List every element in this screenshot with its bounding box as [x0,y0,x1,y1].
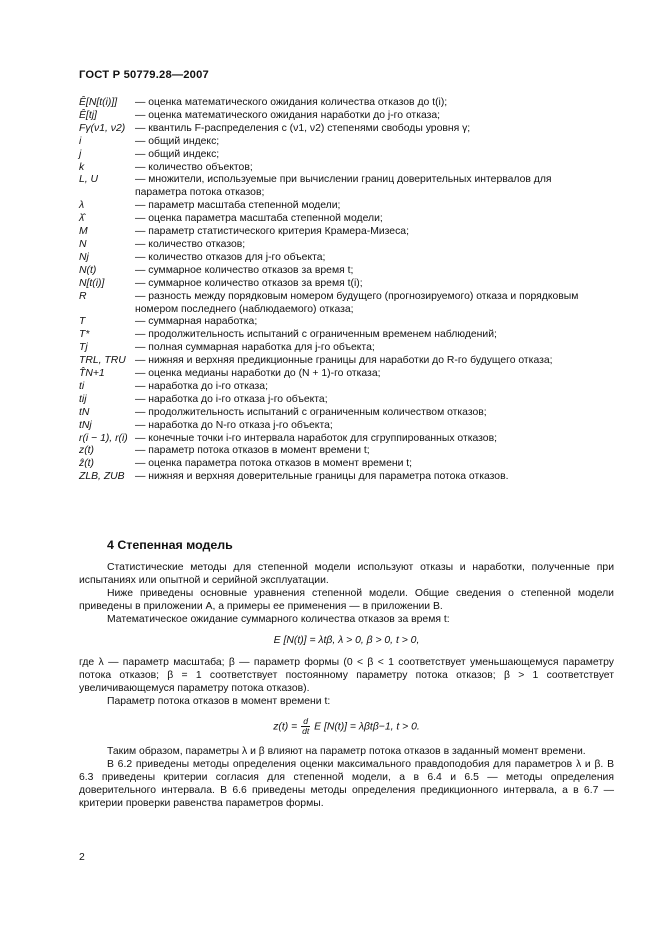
definition-row [79,97,579,110]
definition-row [79,239,579,252]
symbol: N [79,238,87,250]
symbol-description: — нижняя и верхняя предикционные границы для наработки до R-го будущего отказа; [135,355,553,367]
definition-row [79,471,579,484]
definition-row [79,252,579,265]
symbol-description: — разность между порядковым номером будущего (прогнозируемого) отказа и порядковым номером последнего (наблюдаемого) отказа; [135,290,579,315]
symbol: k [79,161,85,173]
symbol: Fγ(ν1, ν2) [79,122,126,134]
symbol: ti [79,380,85,392]
symbol: Ê[tj] [79,109,97,121]
definition-row [79,368,579,381]
definition-row [79,355,579,368]
paragraph: Ниже приведены основные уравнения степенной модели. Общие сведения о степенной модели приведены в приложении А, а примеры ее применения — в приложении В. [79,587,614,612]
symbol-description: — количество объектов; [135,161,253,173]
symbols-list [79,97,579,484]
symbol-description: — наработка до i-го отказа j-го объекта; [135,393,328,405]
definition-row [79,407,579,420]
definition-row [79,213,579,226]
symbol: tN [79,406,90,418]
definition-row [79,433,579,446]
symbol-description: — наработка до i-го отказа; [135,380,268,392]
definition-row [79,458,579,471]
symbol-description: — количество отказов; [135,238,246,250]
symbol-description: — квантиль F-распределения с (ν1, ν2) степенями свободы уровня γ; [135,122,471,134]
fraction-numerator: d [301,717,310,727]
symbol: T* [79,329,90,341]
symbol: Ê[N[t(i)]] [79,97,118,108]
definition-row [79,200,579,213]
paragraph: Параметр потока отказов в момент времени t: [107,696,331,708]
section-body [79,562,614,811]
symbol: z(t) [79,445,95,457]
fraction-denominator: dt [302,726,310,737]
paragraph: Таким образом, параметры λ и β влияют на параметр потока отказов в заданный момент времени. [107,746,586,758]
symbol: λ̂ [79,213,85,225]
definition-row [79,420,579,433]
symbol: N(t) [79,264,97,276]
definition-row [79,149,579,162]
symbol-description: — продолжительность испытаний с ограниченным временем наблюдений; [135,329,497,341]
symbol-description: — продолжительность испытаний с ограниченным количеством отказов; [135,406,487,418]
symbol-description: — параметр масштаба степенной модели; [135,200,341,212]
symbol: ẑ(t) [79,458,95,470]
symbol-description: — суммарная наработка; [135,316,258,328]
symbol: TRL, TRU [79,355,126,367]
symbol-description: — параметр статистического критерия Крамера-Мизеса; [135,226,409,238]
formula-failure-intensity [79,717,614,736]
paragraph: Математическое ожидание суммарного количества отказов за время t: [107,613,450,625]
symbol-description: — оценка параметра потока отказов в момент времени t; [135,458,413,470]
definition-row [79,265,579,278]
symbol: λ [79,200,85,212]
section-title: 4 Степенная модель [107,538,233,552]
symbol-description: — оценка параметра масштаба степенной модели; [135,213,383,225]
symbol-description: — множители, используемые при вычислении границ доверительных интервалов для параметра потока отказов; [135,174,552,199]
symbol-description: — конечные точки i-го интервала наработок для сгруппированных отказов; [135,432,497,444]
symbol: ZLB, ZUB [79,471,125,483]
definition-row [79,226,579,239]
formula-lhs: z(t) = [273,721,298,733]
definition-row [79,316,579,329]
definition-row [79,174,579,200]
definition-row [79,278,579,291]
definition-row [79,136,579,149]
symbol-description: — полная суммарная наработка для j-го объекта; [135,342,375,354]
paragraph: Статистические методы для степенной модели используют отказы и наработки, полученные при испытаниях или опытной и серийной эксплуатации. [79,562,614,586]
symbol-description: — оценка математического ожидания количества отказов до t(i); [135,97,448,108]
symbol-description: — количество отказов для j-го объекта; [135,251,326,263]
definition-row [79,445,579,458]
definition-row [79,394,579,407]
symbol: i [79,135,82,147]
definition-row [79,162,579,175]
symbol: M [79,226,88,238]
symbol: T̂N+1 [79,368,105,380]
symbol-description: — суммарное количество отказов за время t; [135,264,354,276]
symbol: Tj [79,342,88,354]
definition-row [79,342,579,355]
definition-row [79,329,579,342]
symbol-description: — суммарное количество отказов за время t(i); [135,277,363,289]
formula-expected-failures: E [N(t)] = λtβ, λ > 0, β > 0, t > 0, [273,634,420,646]
symbol: r(i − 1), r(i) [79,432,128,444]
symbol: Nj [79,251,89,263]
symbol: j [79,148,82,160]
symbol: tNj [79,419,92,431]
definition-row [79,110,579,123]
symbol-description: — наработка до N-го отказа j-го объекта; [135,419,333,431]
symbol-description: — параметр потока отказов в момент времени t; [135,445,370,457]
paragraph: где λ — параметр масштаба; β — параметр формы (0 < β < 1 соответствует уменьшающемуся параметру потока отказов; β = 1 соответствует постоянному параметру потока отказов; β > 1 соответствует увеличивающемуся параметру потока отказов). [79,657,614,695]
symbol: L, U [79,174,99,186]
document-header: ГОСТ Р 50779.28—2007 [79,69,209,81]
page-number: 2 [79,852,85,863]
definition-row [79,291,579,317]
symbol: T [79,316,86,328]
symbol-description: — нижняя и верхняя доверительные границы для параметра потока отказов. [135,471,509,483]
symbol-description: — оценка медианы наработки до (N + 1)-го отказа; [135,368,381,380]
paragraph: В 6.2 приведены методы определения оценки максимального правдоподобия для параметров λ и β. В 6.3 приведены критерии согласия для степенной модели, а в 6.4 и 6.5 — методы определения доверительного интервала. В 6.6 приведены методы определения предикционного интервала, а в 6.7 — критерии проверки равенства параметров формы. [79,758,614,809]
symbol-description: — общий индекс; [135,148,220,160]
definition-row [79,381,579,394]
symbol: N[t(i)] [79,277,105,289]
symbol-description: — общий индекс; [135,135,220,147]
symbol-description: — оценка математического ожидания наработки до j-го отказа; [135,109,441,121]
definition-row [79,123,579,136]
symbol: tij [79,393,87,405]
symbol: R [79,290,87,302]
formula-rhs: E [N(t)] = λβtβ−1, t > 0. [314,721,420,733]
derivative-fraction [301,717,310,736]
